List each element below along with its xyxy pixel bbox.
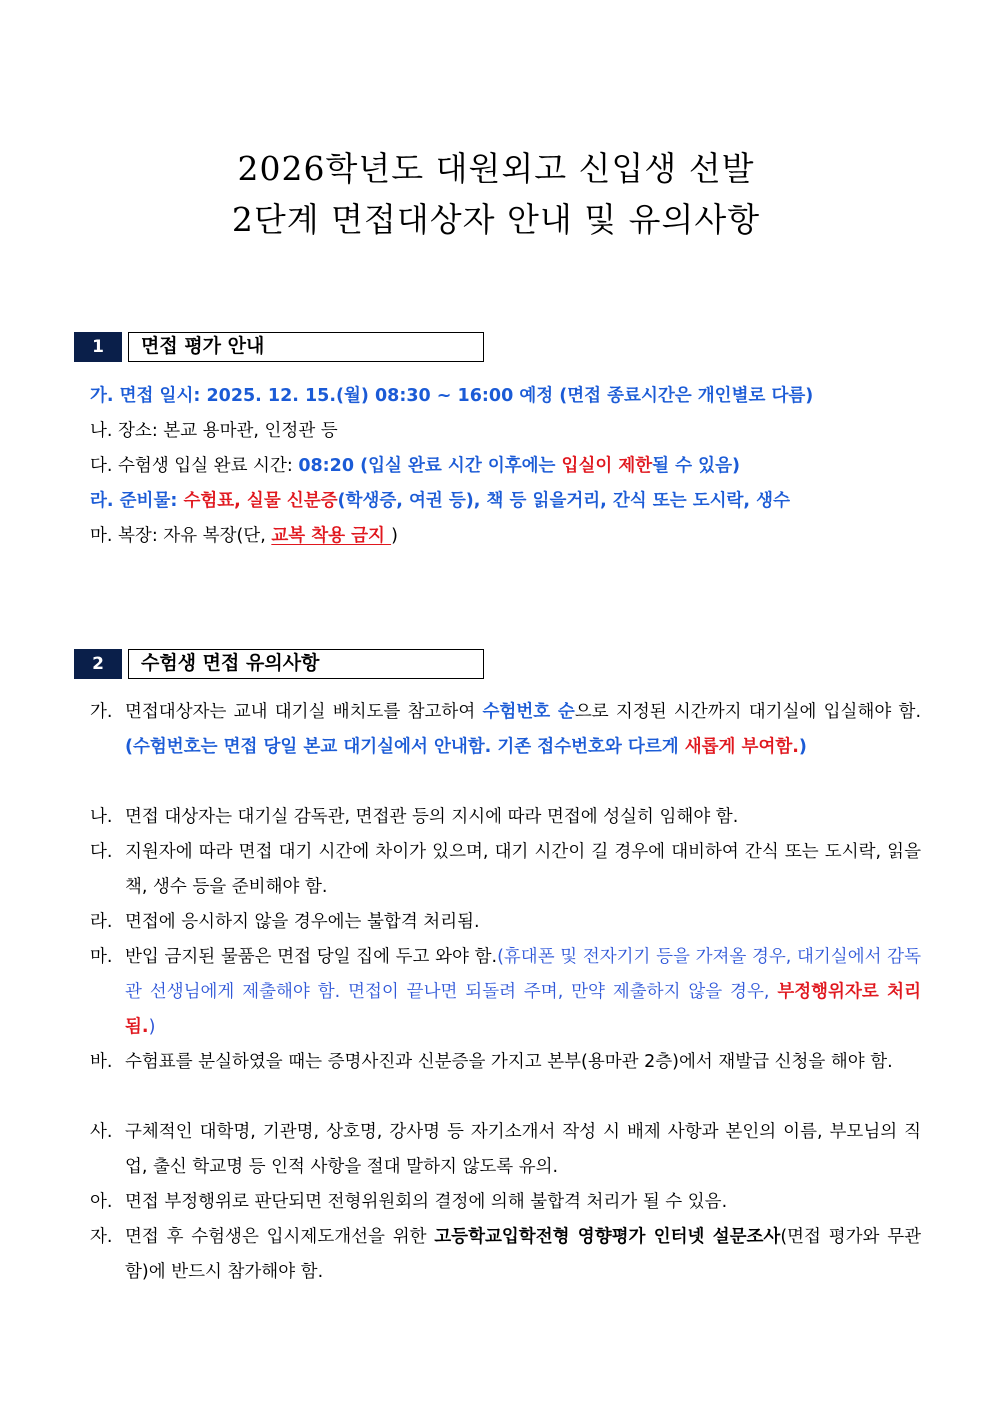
s1-ra-label: 준비물: [113,491,184,511]
s1-item-na [90,419,338,443]
s2-ja-bold: 고등학교입학전형 영향평가 인터넷 설문조사 [434,1227,781,1247]
s1-ma-marker: 마. [90,526,113,546]
s2-sa-marker: 사. [90,1122,113,1142]
s1-ga-value: 2025. 12. 15.(월) 08:30 ~ 16:00 예정 (면접 종료시간은 개인별로 다름) [206,386,814,406]
s2-a-marker: 아. [90,1192,113,1212]
s2-da-text: 지원자에 따라 면접 대기 시간에 차이가 있으며, 대기 시간이 길 경우에 대비하여 간식 또는 도시락, 읽을 책, 생수 등을 준비해야 함. [125,842,921,897]
s2-item-ba [90,1045,921,1080]
section2-number: 2 [74,649,122,679]
s1-ga-label: 면접 일시: [113,386,207,406]
section1-heading: 면접 평가 안내 [128,332,484,362]
s2-ga-p1: 면접대상자는 교내 대기실 배치도를 참고하여 [125,702,483,722]
s2-na-marker: 나. [90,807,113,827]
s2-ba-marker: 바. [90,1052,113,1072]
s2-ma-blue: (휴대폰 및 전자기기 등을 가져올 경우, 대기실에서 감독관 선생님에게 제출해야 함. 면접이 끝나면 되돌려 주며, 만약 제출하지 않을 경우, [125,947,921,1002]
s1-na-text: 장소: 본교 용마관, 인정관 등 [112,421,338,441]
s2-ga-close: ) [798,737,807,757]
s2-ga-red: 새롭게 부여함. [684,737,799,757]
s2-ma-close: ) [148,1017,156,1037]
s1-ma-text: 복장: 자유 복장(단, [112,526,272,546]
section2-heading: 수험생 면접 유의사항 [128,649,484,679]
s2-item-sa [90,1115,921,1185]
s1-da-marker: 다. [90,456,113,476]
s2-a-text: 면접 부정행위로 판단되면 전형위원회의 결정에 의해 불합격 처리가 될 수 있음. [125,1192,728,1212]
s1-ma-tail: ) [391,526,398,546]
s2-ma-p1: 반입 금지된 물품은 면접 당일 집에 두고 와야 함. [125,947,498,967]
s1-da-label: 수험생 입실 완료 시간: [112,456,299,476]
s1-item-da [90,454,740,478]
s2-ga-blue2: (수험번호는 면접 당일 본교 대기실에서 안내함. 기존 접수번호와 다르게 [125,737,685,757]
s2-item-a [90,1185,921,1220]
s2-item-ma [90,940,921,1045]
s2-ra-marker: 라. [90,912,113,932]
s2-ja-p2: (면접 평가와 무관함)에 반드시 참가해야 함. [125,1227,921,1282]
document-title-line1: 2026학년도 대원외고 신입생 선발 [237,149,755,188]
s1-ra-tail: (학생증, 여권 등), 책 등 읽을거리, 간식 또는 도시락, 생수 [337,491,790,511]
s1-da-tail: 될 수 있음) [652,456,740,476]
s1-item-ma [90,524,398,548]
s2-ba-text: 수험표를 분실하였을 때는 증명사진과 신분증을 가지고 본부(용마관 2층)에서 재발급 신청을 해야 함. [125,1052,893,1072]
s2-item-na [90,800,921,835]
s1-da-red: 입실이 제한 [561,456,653,476]
s2-ma-red: 부정행위자로 처리됨. [125,982,921,1037]
s1-ma-red: 교복 착용 금지 [271,526,392,546]
document-title-line2: 2단계 면접대상자 안내 및 유의사항 [231,200,761,239]
s2-na-text: 면접 대상자는 대기실 감독관, 면접관 등의 지시에 따라 면접에 성실히 임해야 함. [125,807,739,827]
s2-ra-text: 면접에 응시하지 않을 경우에는 불합격 처리됨. [125,912,480,932]
s2-item-ra [90,905,921,940]
s2-item-da [90,835,921,905]
s1-item-ga [90,384,813,408]
s1-na-marker: 나. [90,421,113,441]
s2-da-marker: 다. [90,842,113,862]
s2-item-ga [90,695,921,765]
s2-ga-p2: 으로 지정된 시간까지 대기실에 입실해야 함. [574,702,922,722]
s1-ga-marker: 가. [90,386,114,406]
s1-ra-marker: 라. [90,491,114,511]
s2-item-ja [90,1220,921,1290]
s2-sa-text: 구체적인 대학명, 기관명, 상호명, 강사명 등 자기소개서 작성 시 배제 사항과 본인의 이름, 부모님의 직업, 출신 학교명 등 인적 사항을 절대 말하지 않도록 유의. [125,1122,921,1177]
s1-ra-red: 수험표, 실물 신분증 [183,491,338,511]
s1-da-value: 08:20 (입실 완료 시간 이후에는 [298,456,562,476]
s2-ma-marker: 마. [90,947,113,967]
s2-ga-marker: 가. [90,702,113,722]
s2-ja-p1: 면접 후 수험생은 입시제도개선을 위한 [125,1227,435,1247]
section1-number: 1 [74,332,122,362]
s2-ga-blue1: 수험번호 순 [482,702,575,722]
s1-item-ra [90,489,790,513]
s2-ja-marker: 자. [90,1227,113,1247]
